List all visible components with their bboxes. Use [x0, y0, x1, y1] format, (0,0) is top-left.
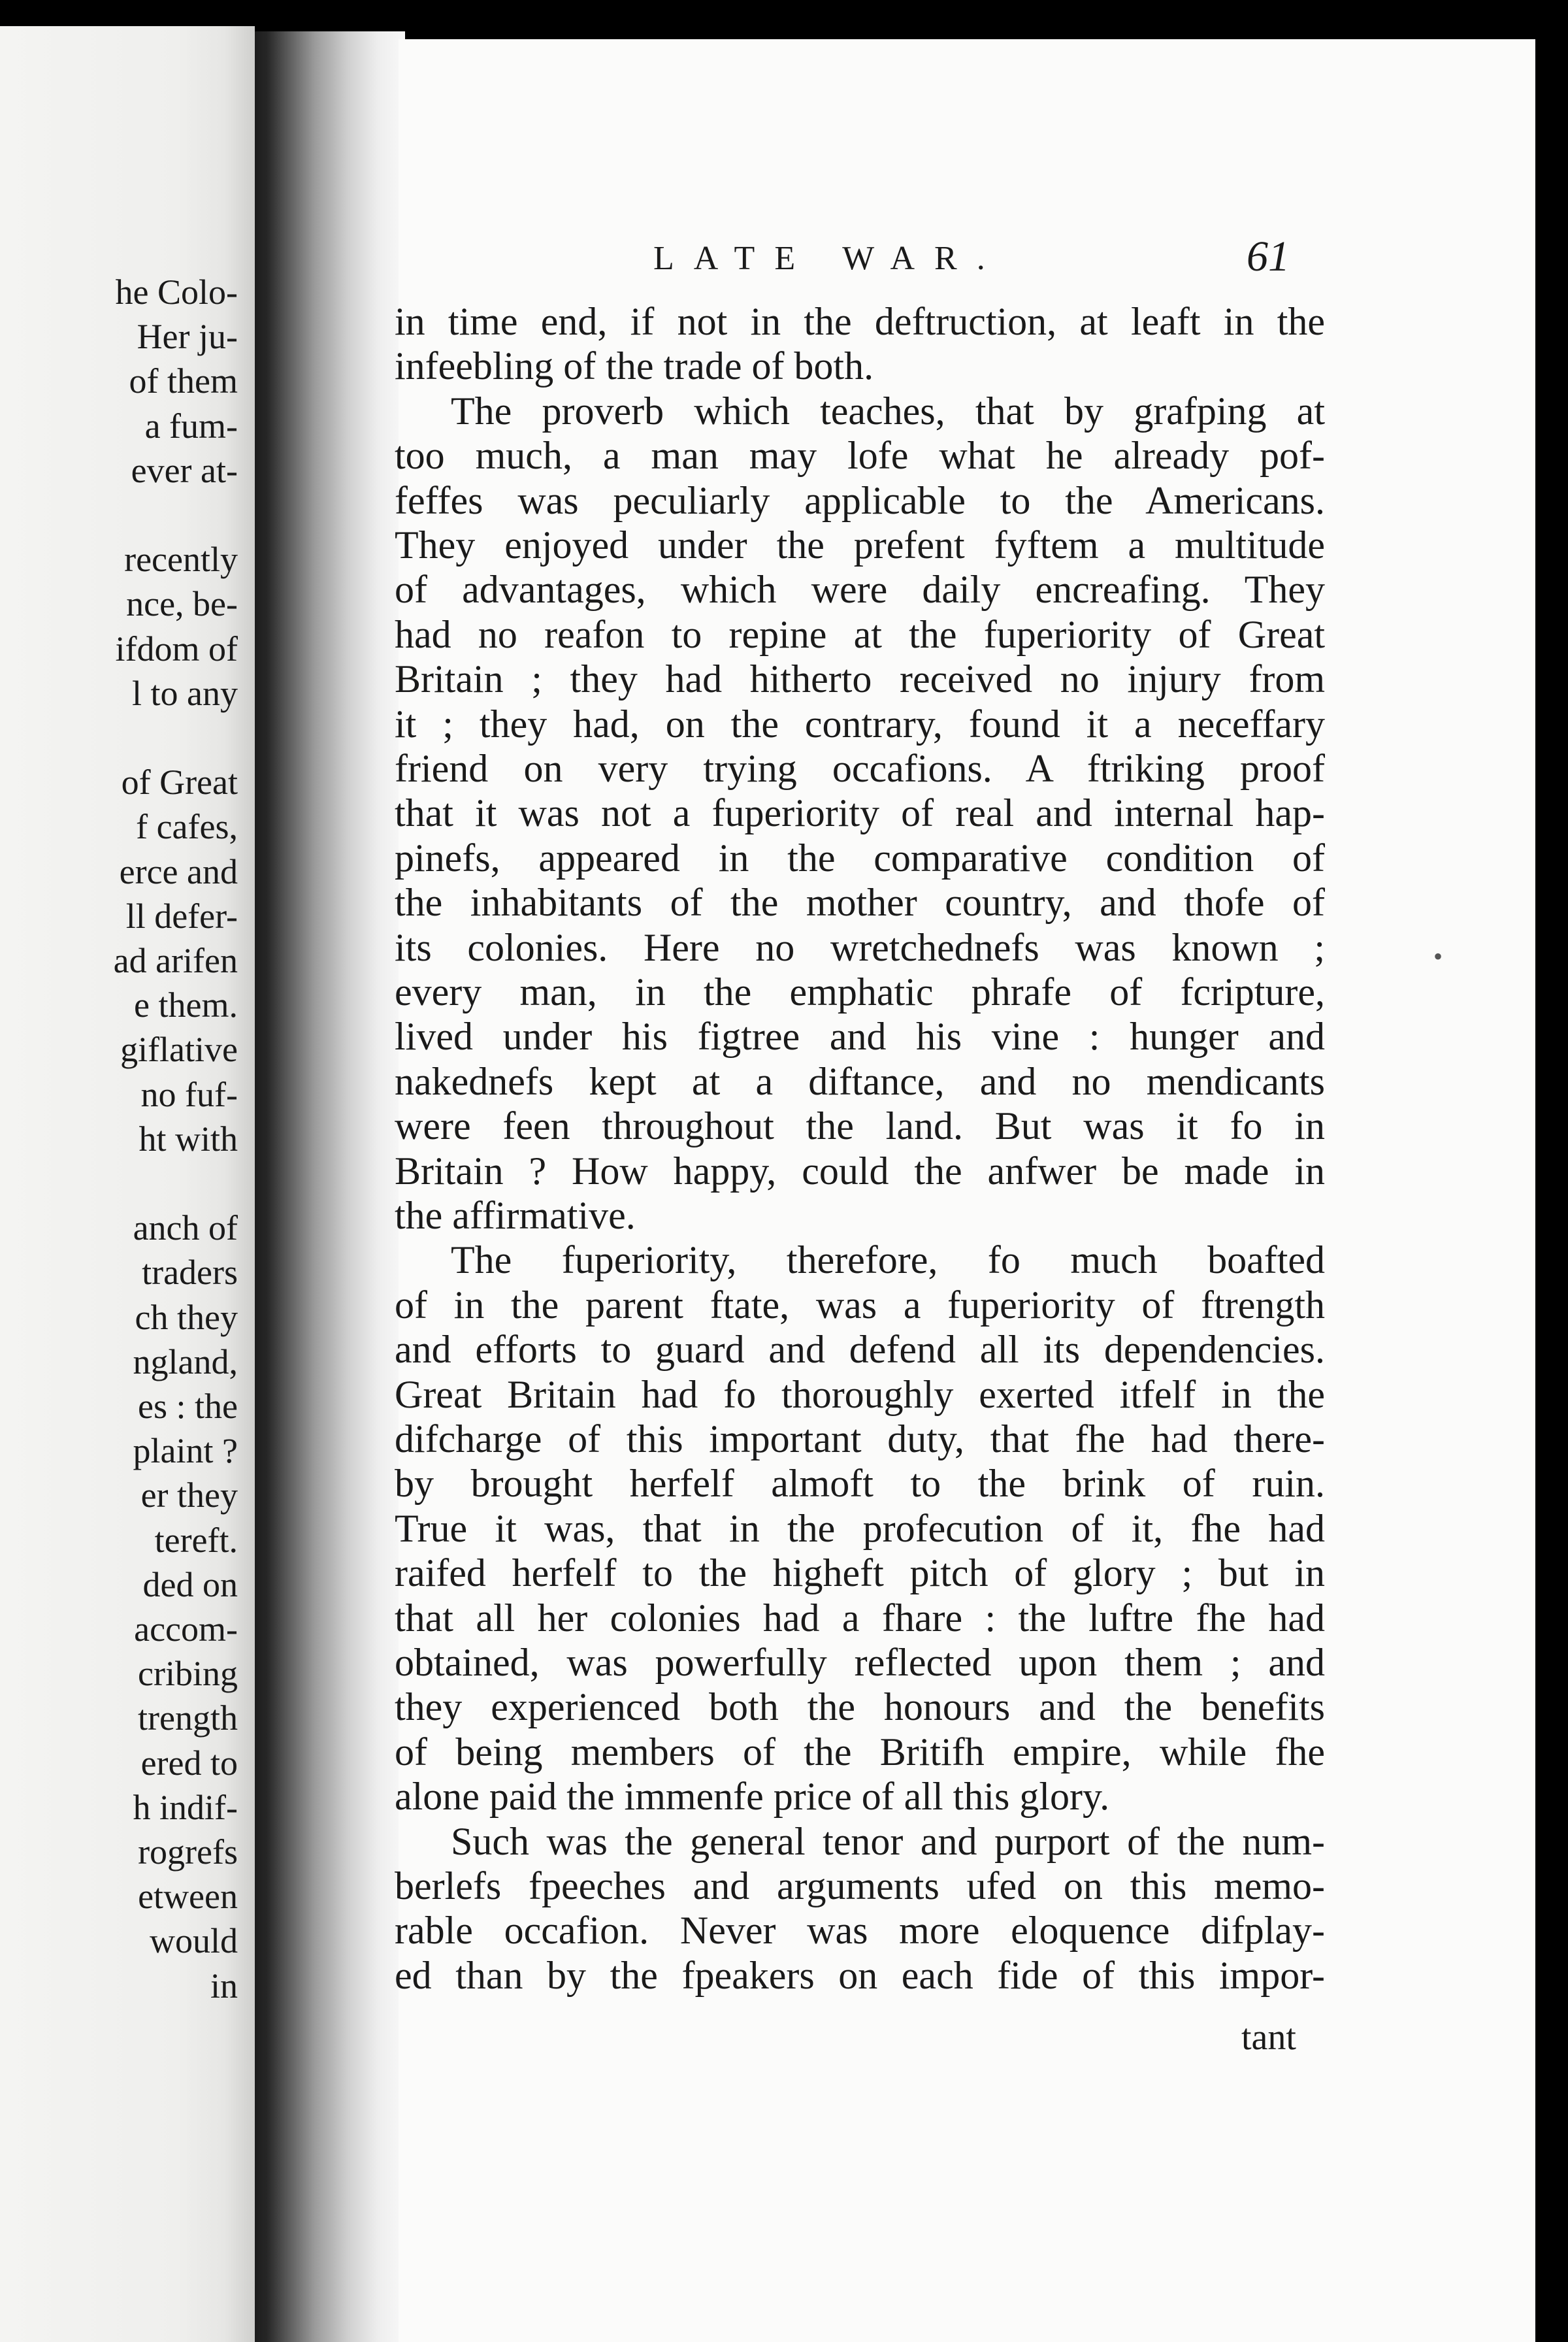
body-text-line: its colonies. Here no wretchednefs was known ;	[395, 925, 1325, 969]
body-text-line: rable occafion. Never was more eloquence difplay-	[395, 1909, 1325, 1953]
left-page-line: erce and	[119, 851, 238, 891]
left-page-line: traders	[142, 1253, 238, 1293]
left-page-line: e them.	[134, 985, 238, 1025]
left-page-line: ded on	[142, 1564, 238, 1604]
left-page-line: ever at-	[131, 450, 238, 490]
left-page-line: l to any	[132, 673, 238, 713]
body-text-line: every man, in the emphatic phrafe of fcripture,	[395, 970, 1325, 1014]
body-text-line: they experienced both the honours and the benefits	[395, 1685, 1325, 1729]
body-text-line: friend on very trying occafions. A ftriking proof	[395, 747, 1325, 790]
left-page-line: f cafes,	[136, 807, 238, 847]
body-text-line: Britain ; they had hitherto received no injury from	[395, 657, 1325, 701]
left-page-line: recently	[124, 540, 238, 580]
left-page-line: a fum-	[144, 406, 238, 446]
running-head-text: LATE WAR.	[653, 240, 1005, 277]
body-text-line: lived under his figtree and his vine : hunger and	[395, 1015, 1325, 1059]
page-number: 61	[1247, 233, 1290, 280]
ink-speck: •	[1433, 942, 1443, 971]
left-page-line: Her ju-	[137, 317, 238, 357]
left-page-line: tereft.	[154, 1520, 238, 1560]
body-text-line: difcharge of this important duty, that fhe had there-	[395, 1417, 1325, 1460]
body-text-line: alone paid the immenfe price of all this glory.	[395, 1775, 1110, 1819]
scan-border-right	[1531, 0, 1568, 2342]
body-text-line: had no reafon to repine at the fuperiority of Great	[395, 612, 1325, 656]
left-page	[0, 26, 255, 2342]
body-text-line: raifed herfelf to the higheft pitch of glory ; but in	[395, 1551, 1325, 1595]
body-text-line: ed than by the fpeakers on each fide of this impor-	[395, 1953, 1325, 1997]
body-text-line: in time end, if not in the deftruction, at leaft in the	[395, 300, 1325, 343]
body-text-line: Great Britain had fo thoroughly exerted itfelf in the	[395, 1372, 1325, 1416]
left-page-line: giflative	[120, 1030, 238, 1070]
body-text-line: They enjoyed under the prefent fyftem a multitude	[395, 523, 1325, 567]
left-page-line: in	[210, 1966, 238, 2005]
body-text-line: nakednefs kept at a diftance, and no mendicants	[395, 1059, 1325, 1103]
body-text-line: too much, a man may lofe what he already pof-	[395, 434, 1325, 478]
body-text-line: True it was, that in the profecution of it, fhe had	[395, 1506, 1325, 1550]
body-text-line: Such was the general tenor and purport of the num-	[451, 1819, 1325, 1863]
left-page-line: etween	[138, 1877, 238, 1917]
body-text-line: The proverb which teaches, that by grafping at	[451, 389, 1325, 433]
body-text-line: obtained, was powerfully reflected upon them ; and	[395, 1641, 1325, 1684]
left-page-line: of Great	[121, 763, 238, 802]
left-page-line: ifdom of	[115, 629, 238, 668]
body-text-line: were feen throughout the land. But was it fo in	[395, 1104, 1325, 1148]
book-gutter-shadow	[255, 31, 405, 2342]
body-text-line: of in the parent ftate, was a fuperiority of ftrength	[395, 1283, 1325, 1327]
left-page-line: h indif-	[133, 1787, 238, 1827]
body-text-line: by brought herfelf almoft to the brink of ruin.	[395, 1462, 1325, 1506]
left-page-line: accom-	[134, 1609, 238, 1649]
body-text-line: infeebling of the trade of both.	[395, 344, 874, 388]
body-text-line: Britain ? How happy, could the anfwer be made in	[395, 1149, 1325, 1193]
left-page-line: of them	[129, 361, 238, 401]
left-page-line: trength	[138, 1698, 238, 1738]
body-text-line: berlefs fpeeches and arguments ufed on this memo-	[395, 1864, 1325, 1907]
left-page-line: would	[150, 1921, 238, 1961]
body-text-line: it ; they had, on the contrary, found it a neceffary	[395, 702, 1325, 746]
body-text-line: of being members of the Britifh empire, while fhe	[395, 1730, 1325, 1773]
left-page-line: ad arifen	[113, 941, 238, 980]
body-text-line: the affirmative.	[395, 1194, 636, 1237]
left-page-line: cribing	[138, 1654, 238, 1694]
left-page-line: ht with	[139, 1119, 238, 1159]
body-text-line: and efforts to guard and defend all its dependencies.	[395, 1328, 1325, 1372]
body-text-line: that all her colonies had a fhare : the luftre fhe had	[395, 1596, 1325, 1640]
left-page-line: er they	[140, 1476, 238, 1515]
left-page-line: ch they	[135, 1297, 238, 1337]
left-page-line: no fuf-	[140, 1074, 238, 1114]
body-text-line: of advantages, which were daily encreafing. They	[395, 568, 1325, 612]
body-text-line: the inhabitants of the mother country, and thofe of	[395, 881, 1325, 925]
left-page-line: es : the	[138, 1387, 238, 1426]
left-page-line: ll defer-	[125, 896, 238, 936]
left-page-line: rogrefs	[138, 1832, 238, 1872]
left-page-line: ngland,	[133, 1342, 238, 1381]
left-page-line: he Colo-	[115, 272, 238, 312]
body-text-line: feffes was peculiarly applicable to the Americans.	[395, 478, 1325, 522]
left-page-line: nce, be-	[126, 584, 238, 624]
left-page-line: plaint ?	[133, 1431, 238, 1471]
left-page-line: ered to	[140, 1743, 238, 1783]
running-head	[653, 242, 1005, 276]
left-page-line: anch of	[133, 1208, 238, 1248]
body-text-line: The fuperiority, therefore, fo much boafted	[451, 1238, 1325, 1282]
catchword: tant	[1241, 2017, 1296, 2058]
body-text-line: pinefs, appeared in the comparative condition of	[395, 836, 1325, 880]
body-text-line: that it was not a fuperiority of real and internal hap-	[395, 791, 1325, 835]
